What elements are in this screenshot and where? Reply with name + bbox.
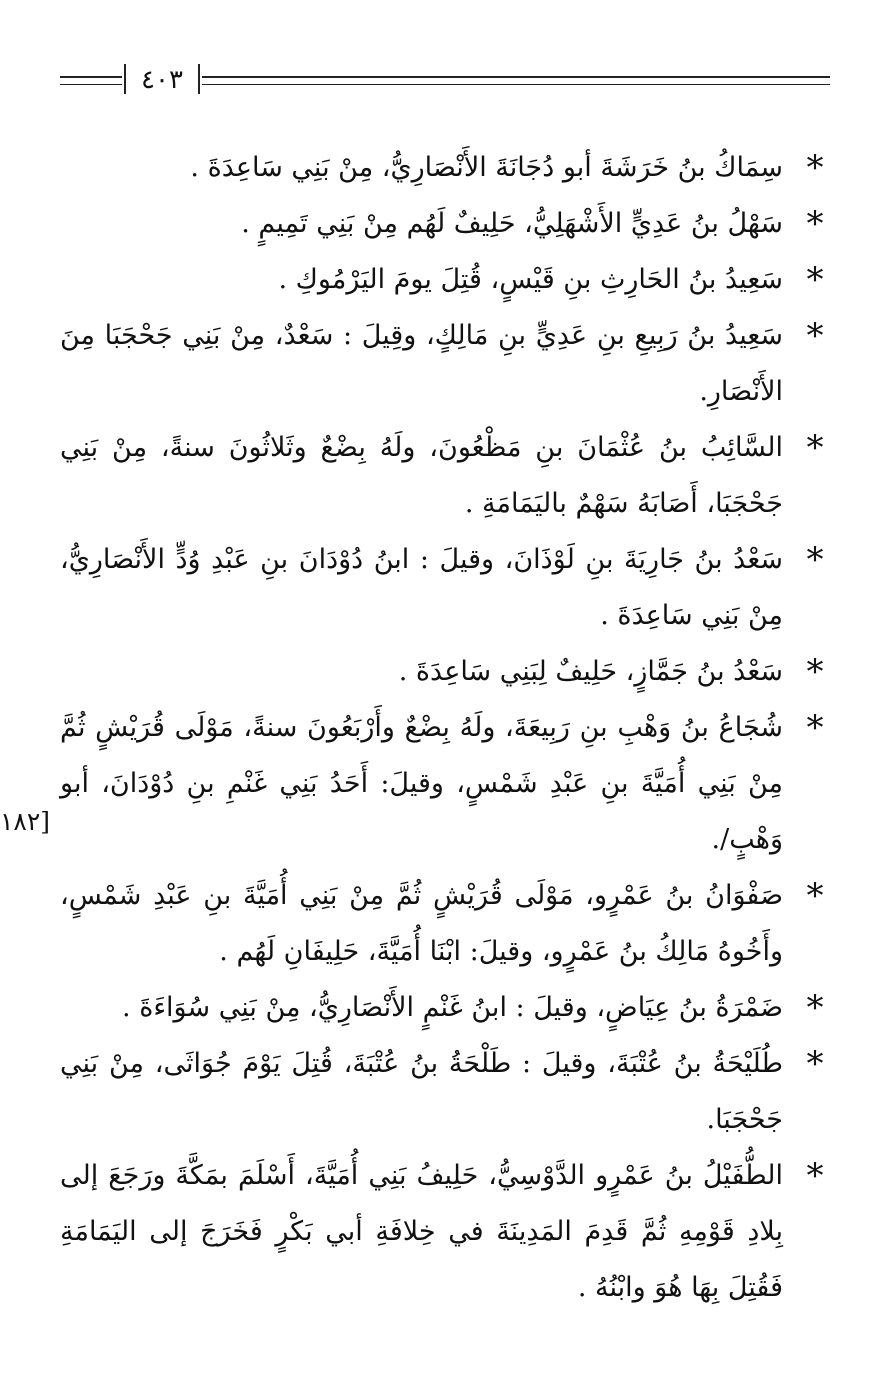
entry-text: سِمَاكُ بنُ خَرَشَةَ أبو دُجَانَةَ الأَنْصَارِيُّ، مِنْ بَنِي سَاعِدَةَ . <box>190 152 783 183</box>
entry-text: سَعِيدُ بنُ رَبِيعِ بنِ عَدِيٍّ بنِ مَالِكٍ، وقِيلَ : سَعْدٌ، مِنْ بَنِي جَحْجَبَا مِنَ الأَنْصَارِ. <box>60 320 783 407</box>
entry-text: شُجَاعُ بنُ وَهْبِ بنِ رَبِيعَةَ، ولَهُ بِضْعٌ وأَرْبَعُونَ سنةً، مَوْلَى قُرَيْشٍ ثُمَّ مِنْ بَنِي أُمَيَّةَ بنِ عَبْدِ شَمْسٍ، وقيلَ: أَحَدُ بَنِي غَنْمِ بنِ دُوْدَانَ، أبو وَهْبٍ/. <box>60 712 783 855</box>
margin-page-reference: [١٨٢ <box>0 807 51 836</box>
page-number: ٤٠٣ <box>141 65 183 95</box>
header-rule-right <box>202 76 830 85</box>
list-item <box>60 252 835 308</box>
list-item <box>60 868 835 980</box>
entry-text: السَّائِبُ بنُ عُثْمَانَ بنِ مَظْعُونَ، ولَهُ بِضْعٌ وثَلاثُونَ سنةً، مِنْ بَنِي جَحْجَبَا، أَصَابَهُ سَهْمٌ باليَمَامَةِ . <box>60 432 783 519</box>
list-item <box>60 308 835 420</box>
entry-text: الطُّفَيْلُ بنُ عَمْرٍو الدَّوْسِيُّ، حَلِيفُ بَنِي أُمَيَّةَ، أَسْلَمَ بمَكَّةَ ورَجَعَ إلى بِلادِ قَوْمِهِ ثُمَّ قَدِمَ المَدِينَةَ في خِلافَةِ أبي بَكْرٍ فَخَرَجَ إلى اليَمَامَةِ فَقُتِلَ بِهَا هُوَ وابْنُهُ . <box>60 1160 783 1303</box>
entries-list <box>60 140 835 1316</box>
bullet-asterisk: * <box>806 204 824 244</box>
bullet-asterisk: * <box>806 260 824 300</box>
bullet-asterisk: * <box>806 148 824 188</box>
entry-text: ضَمْرَةُ بنُ عِيَاضٍ، وقيلَ : ابنُ غَنْمٍ الأَنْصَارِيُّ، مِنْ بَنِي سُوَاءَةَ . <box>122 992 783 1023</box>
list-item <box>60 532 835 644</box>
bullet-asterisk: * <box>806 316 824 356</box>
list-item <box>60 980 835 1036</box>
list-item <box>60 420 835 532</box>
bullet-asterisk: * <box>806 1044 824 1084</box>
list-item <box>60 1148 835 1316</box>
page-header <box>60 62 830 98</box>
bullet-asterisk: * <box>806 1156 824 1196</box>
bullet-asterisk: * <box>806 540 824 580</box>
entry-text: صَفْوَانُ بنُ عَمْرٍو، مَوْلَى قُرَيْشٍ ثُمَّ مِنْ بَنِي أُمَيَّةَ بنِ عَبْدِ شَمْسٍ، وأَخُوهُ مَالِكُ بنُ عَمْرٍو، وقيلَ: ابْنَا أُمَيَّةَ، حَلِيفَانِ لَهُم . <box>60 880 783 967</box>
bullet-asterisk: * <box>806 652 824 692</box>
list-item <box>60 196 835 252</box>
list-item <box>60 644 835 700</box>
entry-text: سَعْدُ بنُ جَارِيَةَ بنِ لَوْذَانَ، وقيلَ : ابنُ دُوْدَانَ بنِ عَبْدِ وُدٍّ الأَنْصَارِيُّ، مِنْ بَنِي سَاعِدَةَ . <box>60 544 783 631</box>
list-item <box>60 700 835 868</box>
bullet-asterisk: * <box>806 708 824 748</box>
bullet-asterisk: * <box>806 988 824 1028</box>
list-item <box>60 140 835 196</box>
entry-text: سَهْلُ بنُ عَدِيٍّ الأَشْهَلِيُّ، حَلِيفٌ لَهُم مِنْ بَنِي تَمِيمٍ . <box>241 208 783 239</box>
bullet-asterisk: * <box>806 876 824 916</box>
list-item <box>60 1036 835 1148</box>
header-rule-left <box>60 76 122 85</box>
entry-text: سَعِيدُ بنُ الحَارِثِ بنِ قَيْسٍ، قُتِلَ يومَ اليَرْمُوكِ . <box>278 264 783 295</box>
entry-text: سَعْدُ بنُ جَمَّازٍ، حَلِيفٌ لِبَنِي سَاعِدَةَ . <box>398 656 783 687</box>
bullet-asterisk: * <box>806 428 824 468</box>
entry-text: طُلَيْحَةُ بنُ عُتْبَةَ، وقيلَ : طَلْحَةُ بنُ عُتْبَةَ، قُتِلَ يَوْمَ جُوَاثَى، مِنْ بَنِي جَحْجَبَا. <box>60 1048 783 1135</box>
header-divider-right <box>198 64 200 94</box>
